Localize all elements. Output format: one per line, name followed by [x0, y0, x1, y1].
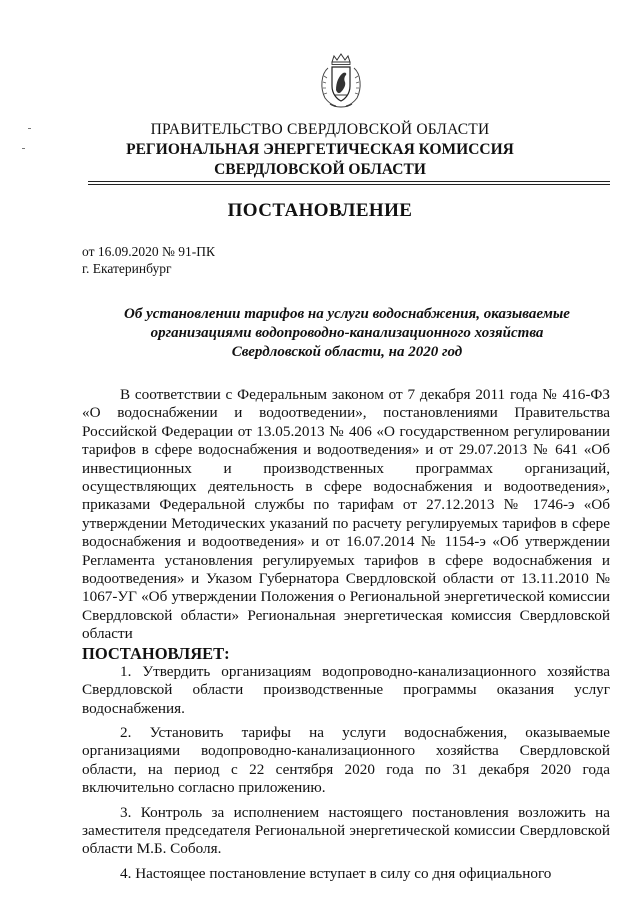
document-type-title: ПОСТАНОВЛЕНИЕ: [227, 200, 413, 221]
government-name: ПРАВИТЕЛЬСТВО СВЕРДЛОВСКОЙ ОБЛАСТИ: [150, 121, 490, 138]
document-subject: [92, 305, 602, 362]
document-body: [82, 386, 610, 883]
scan-mark: [22, 148, 25, 149]
subject-line-2: организациями водопроводно-канализационного хозяйства: [150, 325, 544, 341]
subject-line-1: Об установлении тарифов на услуги водоснабжения, оказываемые: [124, 306, 570, 322]
scan-mark: [28, 128, 31, 129]
resolves-heading: ПОСТАНОВЛЯЕТ:: [82, 643, 230, 663]
header-divider-bottom: [88, 184, 610, 185]
item-2-paragraph: 2. Установить тарифы на услуги водоснабжения, оказываемые организациями водопроводно-канализационного хозяйства Свердловской области, на период с 22 сентября 2020 года по 31 декабря 2020 года включительно согласно приложению.: [82, 723, 610, 797]
commission-name: РЕГИОНАЛЬНАЯ ЭНЕРГЕТИЧЕСКАЯ КОМИССИЯ: [126, 141, 514, 158]
coat-of-arms-icon: [318, 52, 364, 110]
subject-line-3: Свердловской области, на 2020 год: [231, 344, 463, 360]
document-date-number: от 16.09.2020 № 91-ПК: [82, 244, 215, 259]
preamble-paragraph: В соответствии с Федеральным законом от 7 декабря 2011 года № 416-ФЗ «О водоснабжении и водоотведении», постановлениями Правительства Российской Федерации от 13.05.2013 № 406 «О государственном регулировании тарифов в сфере водоснабжения и водоотведения» и от 29.07.2013 № 641 «Об инвестиционных и производственных программах организаций, осуществляющих деятельность в сфере водоснабжения и водоотведения», приказами Федеральной службы по тарифам от 27.12.2013 № 1746-э «Об утверждении Методических указаний по расчету регулируемых тарифов в сфере водоснабжения и водоотведения» и от 16.07.2014 № 1154-э «Об утверждении Регламента установления регулируемых тарифов в сфере водоснабжения и водоотведения» и Указом Губернатора Свердловской области от 13.11.2010 № 1067-УГ «Об утверждении Положения о Региональной энергетической комиссии Свердловской области» Региональная энергетическая комиссия Свердловской области: [82, 386, 610, 643]
document-city: г. Екатеринбург: [82, 261, 172, 276]
header-divider-top: [88, 181, 610, 182]
region-name: СВЕРДЛОВСКОЙ ОБЛАСТИ: [214, 161, 426, 178]
item-4-paragraph: 4. Настоящее постановление вступает в силу со дня официального: [120, 864, 552, 882]
item-1-paragraph: 1. Утвердить организациям водопроводно-канализационного хозяйства Свердловской области производственные программы оказания услуг водоснабжения.: [82, 662, 610, 717]
item-3-paragraph: 3. Контроль за исполнением настоящего постановления возложить на заместителя председателя Региональной энергетической комиссии Свердловской области М.Б. Соболя.: [82, 803, 610, 858]
